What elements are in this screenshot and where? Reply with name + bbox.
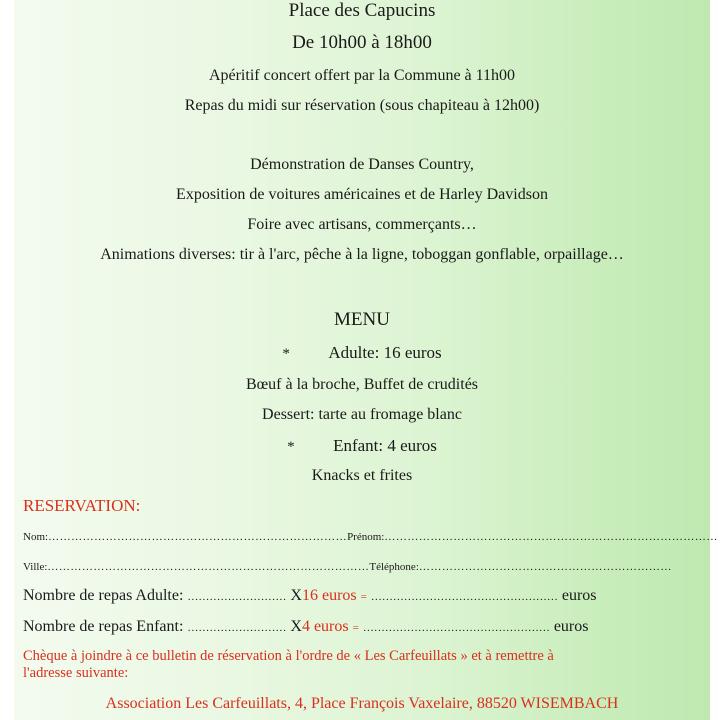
equals-sign: =	[352, 622, 359, 634]
child-price: 4 euros	[301, 618, 349, 635]
association-address: Association Les Carfeuillats, 4, Place François Vaxelaire, 88520 WISEMBACH	[105, 695, 619, 712]
prenom-label: Prénom:	[347, 531, 385, 543]
child-unit: euros	[553, 618, 589, 635]
prenom-field[interactable]: ……………………………………………………………………………	[384, 531, 718, 543]
telephone-field[interactable]: …………………………………………………………	[418, 561, 672, 573]
ville-label: Ville:	[23, 561, 48, 573]
cheque-line: Chèque à joindre à ce bulletin de réservation à l'ordre de « Les Carfeuillats » et à remettre à	[23, 648, 554, 664]
menu-dessert: Dessert: tarte au fromage blanc	[262, 406, 462, 423]
multiply-sign: X	[290, 618, 302, 635]
nom-field[interactable]: ……………………………………………………………………	[48, 531, 348, 543]
multiply-sign: X	[290, 587, 302, 604]
child-total-field[interactable]: ……………………………………………	[362, 622, 550, 634]
nom-row	[23, 531, 718, 543]
menu-title: MENU	[334, 309, 390, 330]
flyer-sheet	[14, 0, 718, 720]
activity-line: Animations diverses: tir à l'arc, pêche à la ligne, toboggan gonflable, orpaillage…	[100, 246, 624, 263]
ville-field[interactable]: …………………………………………………………………………	[47, 561, 370, 573]
place-heading: Place des Capucins	[288, 0, 436, 21]
adult-meals-row	[23, 587, 597, 605]
menu-child-dish: Knacks et frites	[311, 467, 413, 484]
bullet-marker: *	[287, 439, 295, 455]
cheque-line: l'adresse suivante:	[23, 665, 129, 681]
menu-adult-row	[14, 343, 710, 363]
telephone-label: Téléphone:	[369, 561, 419, 573]
menu-child-row	[14, 436, 710, 456]
activity-line: Démonstration de Danses Country,	[250, 156, 474, 173]
activity-line: Exposition de voitures américaines et de Harley Davidson	[176, 186, 548, 203]
menu-adult-label: Adulte: 16 euros	[328, 343, 442, 362]
child-meals-label: Nombre de repas Enfant:	[23, 618, 184, 635]
adult-total-field[interactable]: ……………………………………………	[370, 591, 558, 603]
equals-sign: =	[360, 591, 367, 603]
adult-meals-field[interactable]: ………………………	[187, 591, 287, 603]
aperitif-line: Apéritif concert offert par la Commune à 11h00	[208, 67, 516, 84]
adult-price: 16 euros	[301, 587, 357, 604]
nom-label: Nom:	[23, 531, 49, 543]
adult-unit: euros	[561, 587, 597, 604]
lunch-line: Repas du midi sur réservation (sous chapiteau à 12h00)	[184, 97, 540, 114]
cheque-instructions	[23, 648, 707, 682]
child-meals-row	[23, 618, 588, 636]
menu-adult-dish: Bœuf à la broche, Buffet de crudités	[245, 376, 479, 393]
reservation-title: RESERVATION:	[23, 496, 141, 515]
child-meals-field[interactable]: ………………………	[187, 622, 287, 634]
ville-row	[23, 561, 672, 573]
bullet-marker: *	[282, 346, 290, 362]
activity-line: Foire avec artisans, commerçants…	[247, 216, 477, 233]
adult-meals-label: Nombre de repas Adulte:	[23, 587, 184, 604]
menu-child-label: Enfant: 4 euros	[333, 436, 437, 455]
hours-heading: De 10h00 à 18h00	[292, 32, 432, 53]
